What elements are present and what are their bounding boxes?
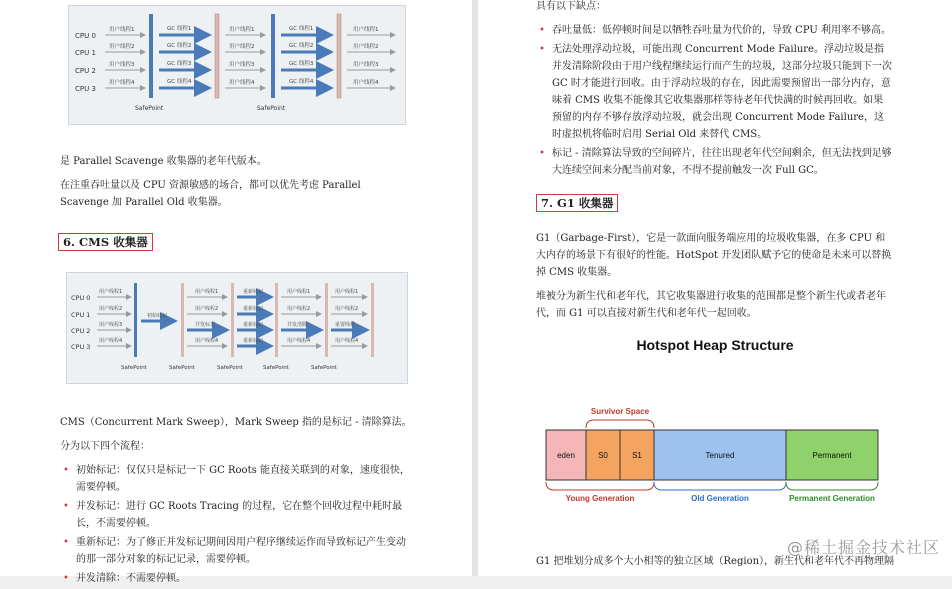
- section-heading-cms: 6. CMS 收集器: [58, 233, 153, 251]
- safepoint-bar: [337, 14, 341, 98]
- cms-cons-list: [536, 22, 892, 181]
- paragraph: 分为以下四个流程：: [60, 441, 150, 452]
- section-heading-g1: 7. G1 收集器: [536, 194, 618, 212]
- remark-label: 重新标记: [243, 306, 264, 312]
- user-thread-label: 用户线程2: [195, 306, 219, 312]
- initial-mark-label: 初始标记: [147, 313, 168, 319]
- user-thread-label: 用户线程4: [109, 80, 135, 86]
- cpu-label: CPU 0: [71, 294, 91, 302]
- user-thread-label: 用户线程2: [109, 44, 135, 50]
- safepoint-label: SafePoint: [257, 105, 286, 112]
- list-item-text: 初始标记：仅仅只是标记一下 GC Roots 能直接关联到的对象，速度很快，需要停顿。: [76, 465, 410, 493]
- cpu-label: CPU 3: [75, 85, 96, 93]
- user-thread-label: 用户线程2: [335, 306, 359, 312]
- safepoint-label: SafePoint: [217, 365, 243, 371]
- user-thread-label: 用户线程4: [195, 338, 219, 344]
- safepoint-bar: [325, 283, 328, 357]
- list-item: [536, 22, 892, 39]
- paragraph: G1（Garbage-First），它是一款面向服务端应用的垃圾收集器，在多 CPU 和大内存的场景下有很好的性能。HotSpot 开发团队赋予它的使命是未来可以替换掉 CMS 收集器。: [536, 233, 892, 278]
- user-thread-label: 用户线程2: [229, 44, 255, 50]
- right-page: [478, 0, 952, 576]
- watermark: @稀土掘金技术社区: [786, 538, 940, 557]
- user-thread-label: 用户线程1: [109, 27, 135, 33]
- safepoint-label: SafePoint: [169, 365, 195, 371]
- user-thread-label: 用户线程4: [229, 80, 255, 86]
- user-thread-label: 用户线程4: [353, 80, 379, 86]
- young-generation-label: Young Generation: [565, 494, 635, 503]
- gc-thread-label: GC 线程1: [167, 26, 192, 32]
- list-item: [60, 534, 412, 568]
- list-item-text: 标记 - 清除算法导致的空间碎片，往往出现老年代空间剩余，但无法找到足够大连续空间来分配当前对象，不得不提前触发一次 Full GC。: [552, 148, 892, 176]
- cpu-label: CPU 2: [71, 327, 91, 335]
- remark-label: 重新标记: [243, 322, 264, 328]
- survivor-brace: [586, 420, 654, 428]
- young-brace: [546, 482, 654, 490]
- safepoint-bar: [134, 283, 137, 357]
- user-thread-label: 用户线程1: [195, 289, 219, 295]
- safepoint-bar: [275, 283, 278, 357]
- safepoint-bar: [149, 14, 153, 98]
- gc-thread-label: GC 线程2: [167, 43, 192, 49]
- concurrent-sweep-label: 并发清除: [287, 322, 308, 328]
- user-thread-label: 用户线程1: [287, 289, 311, 295]
- gc-thread-label: GC 线程3: [167, 61, 192, 67]
- cpu-label: CPU 1: [75, 49, 96, 57]
- tenured-label: Tenured: [705, 451, 735, 460]
- cpu-label: CPU 1: [71, 311, 91, 319]
- gc-thread-label: GC 线程4: [167, 79, 192, 85]
- safepoint-bar: [271, 14, 275, 98]
- heap-title: Hotspot Heap Structure: [636, 337, 794, 353]
- list-item-text: 并发清除：不需要停顿。: [76, 573, 186, 584]
- list-item: [536, 145, 892, 179]
- user-thread-label: 用户线程1: [335, 289, 359, 295]
- s1-label: S1: [632, 451, 642, 460]
- bullet-icon: •: [539, 25, 545, 36]
- paragraph: 堆被分为新生代和老年代，其它收集器进行收集的范围都是整个新生代或者老年代，而 G1 可以直接对新生代和老年代一起回收。: [536, 291, 886, 319]
- user-thread-label: 用户线程1: [229, 27, 255, 33]
- eden-label: eden: [557, 451, 575, 460]
- concurrent-mark-label: 并发标记: [195, 322, 216, 328]
- list-item-text: 重新标记：为了修正并发标记期间因用户程序继续运作而导致标记产生变动的那一部分对象的标记记录，需要停顿。: [76, 537, 406, 565]
- old-generation-label: Old Generation: [691, 494, 749, 503]
- safepoint-bar: [371, 283, 374, 357]
- bullet-icon: •: [539, 44, 545, 55]
- bullet-icon: •: [63, 501, 69, 512]
- user-thread-label: 用户线程4: [335, 338, 359, 344]
- safepoint-bar: [231, 283, 234, 357]
- list-item: [60, 570, 412, 587]
- paragraph: 在注重吞吐量以及 CPU 资源敏感的场合，都可以优先考虑 Parallel Scavenge 加 Parallel Old 收集器。: [60, 180, 361, 208]
- list-item-text: 并发标记：进行 GC Roots Tracing 的过程，它在整个回收过程中耗时最长，不需要停顿。: [76, 501, 403, 529]
- bullet-icon: •: [63, 465, 69, 476]
- cpu-label: CPU 2: [75, 67, 96, 75]
- user-thread-label: 用户线程2: [287, 306, 311, 312]
- old-brace: [654, 482, 786, 490]
- list-item-text: 吞吐量低：低停顿时间是以牺牲吞吐量为代价的，导致 CPU 利用率不够高。: [552, 25, 891, 36]
- safepoint-label: SafePoint: [135, 105, 164, 112]
- user-thread-label: 用户线程2: [353, 44, 379, 50]
- paragraph: 是 Parallel Scavenge 收集器的老年代版本。: [60, 156, 267, 167]
- remark-label: 重新标记: [243, 338, 264, 344]
- user-thread-label: 用户线程3: [109, 62, 135, 68]
- permanent-label: Permanent: [812, 451, 852, 460]
- user-thread-label: 用户线程3: [99, 322, 123, 328]
- user-thread-label: 用户线程1: [353, 27, 379, 33]
- paragraph: CMS（Concurrent Mark Sweep），Mark Sweep 指的是标记 - 清除算法。: [60, 417, 412, 428]
- user-thread-label: 用户线程1: [99, 289, 123, 295]
- paragraph: 具有以下缺点：: [536, 1, 606, 12]
- safepoint-label: SafePoint: [263, 365, 289, 371]
- survivor-label: Survivor Space: [590, 407, 650, 416]
- s0-label: S0: [598, 451, 608, 460]
- cpu-label: CPU 3: [71, 343, 91, 351]
- safepoint-label: SafePoint: [311, 365, 337, 371]
- bullet-icon: •: [63, 573, 69, 584]
- remark-label: 重新标记: [243, 289, 264, 295]
- user-thread-label: 用户线程2: [99, 306, 123, 312]
- cpu-label: CPU 0: [75, 32, 96, 40]
- user-thread-label: 用户线程4: [287, 338, 311, 344]
- safepoint-bar: [215, 14, 219, 98]
- perm-brace: [786, 482, 878, 490]
- paragraph: G1 把堆划分成多个大小相等的独立区域（Region），新生代和老年代不再物理隔: [536, 556, 895, 567]
- bullet-icon: •: [539, 148, 545, 159]
- user-thread-label: 用户线程4: [99, 338, 123, 344]
- list-item: [60, 462, 412, 496]
- cms-diagram: [66, 272, 408, 384]
- gc-thread-label: GC 线程1: [289, 26, 314, 32]
- list-item: [536, 41, 892, 143]
- list-item: [60, 498, 412, 532]
- permanent-generation-label: Permanent Generation: [789, 494, 875, 503]
- gc-thread-label: GC 线程3: [289, 61, 314, 67]
- safepoint-label: SafePoint: [121, 365, 147, 371]
- user-thread-label: 用户线程3: [353, 62, 379, 68]
- heap-structure-diagram: [540, 330, 886, 510]
- reset-thread-label: 重置线程: [335, 322, 356, 328]
- bullet-icon: •: [63, 537, 69, 548]
- cms-steps-list: [60, 462, 412, 589]
- gc-thread-label: GC 线程4: [289, 79, 314, 85]
- gc-thread-label: GC 线程2: [289, 43, 314, 49]
- parallel-old-diagram: [68, 5, 406, 125]
- left-page: [0, 0, 472, 584]
- list-item-text: 无法处理浮动垃圾，可能出现 Concurrent Mode Failure。浮动垃圾是指并发清除阶段由于用户线程继续运行而产生的垃圾，这部分垃圾只能到下一次 GC 时才能进行回收。由于浮动垃圾的存在，因此需要预留出一部分内存，意味着 CMS 收集不能像其它收集器那样等待老年代快满的时候再回收。如果预留的内存不够存放浮动垃圾，就会出现 Concurrent Mode Failure，这时虚拟机将临时启用 Serial Old 来替代 CMS。: [552, 44, 892, 140]
- user-thread-label: 用户线程3: [229, 62, 255, 68]
- safepoint-bar: [181, 283, 184, 357]
